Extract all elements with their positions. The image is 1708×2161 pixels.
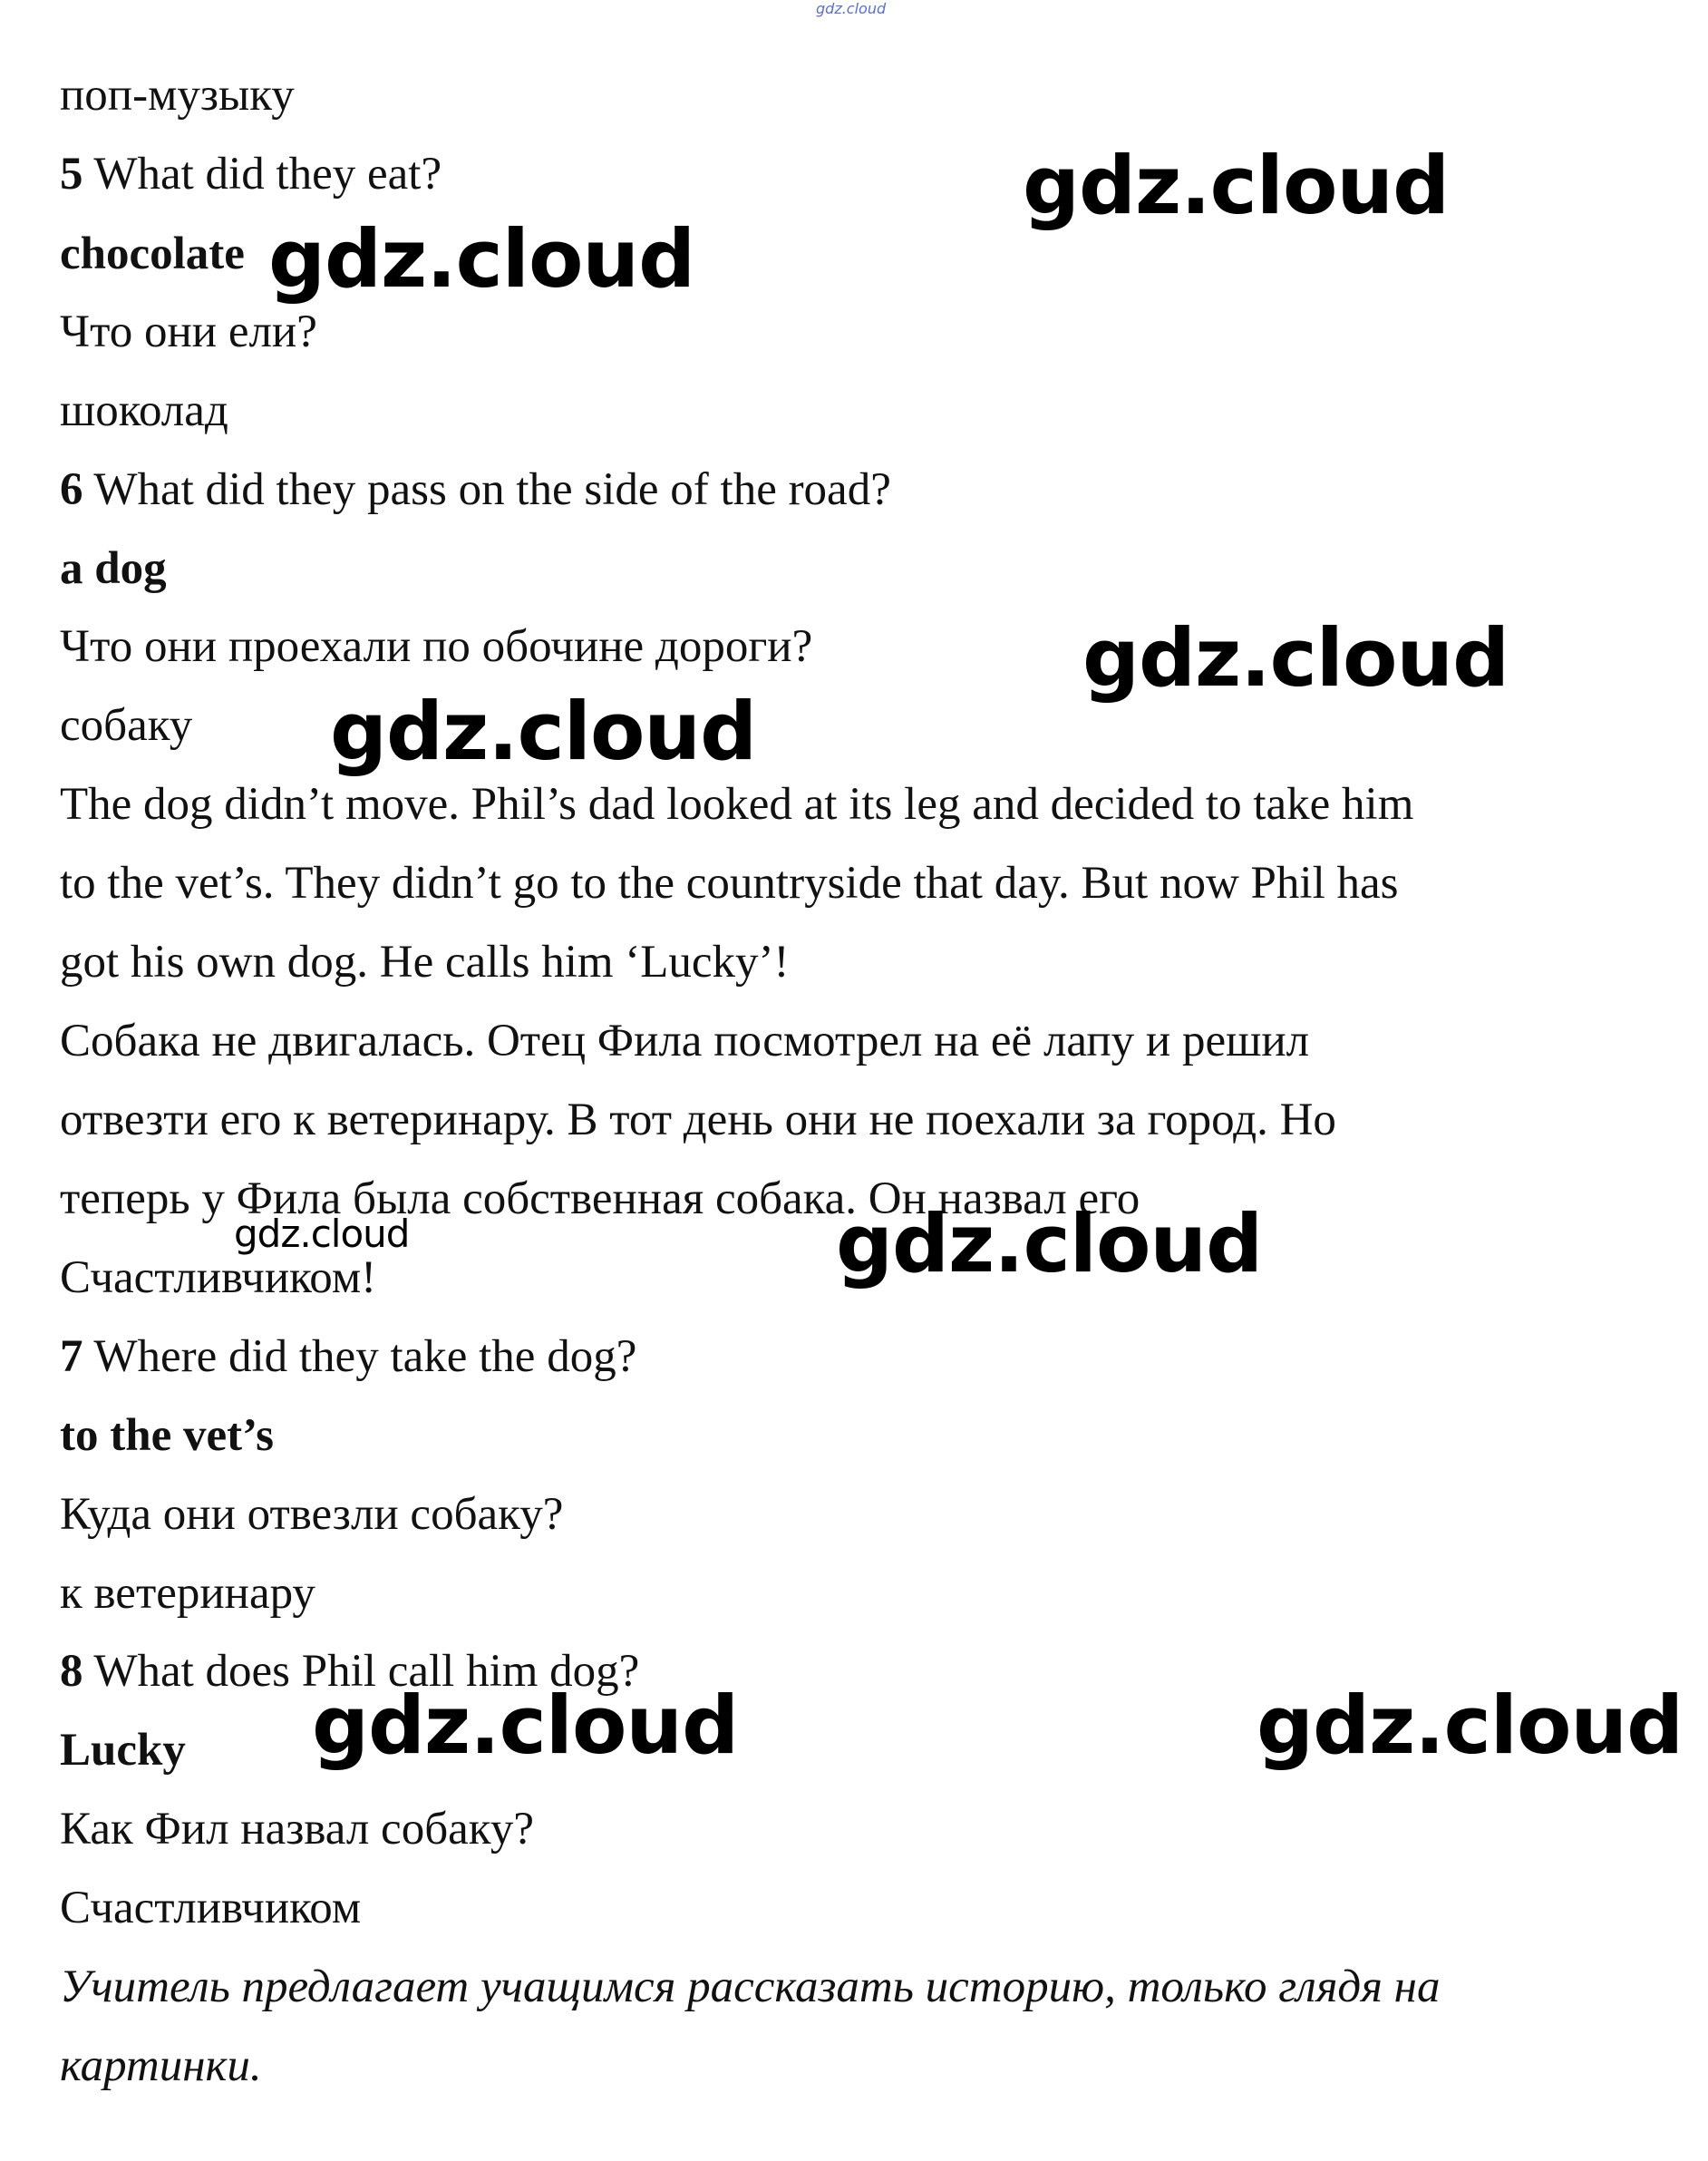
question-text: Where did they take the dog?: [82, 1331, 637, 1382]
question-7-ru: Куда они отвезли собаку?: [60, 1489, 564, 1540]
watermark: gdz.cloud: [234, 1212, 410, 1256]
watermark: gdz.cloud: [1082, 611, 1509, 705]
watermark: gdz.cloud: [1023, 139, 1450, 232]
answer-7-ru: к ветеринару: [60, 1568, 315, 1619]
paragraph-ru-line: отвезти его к ветеринару. В тот день они не поехали за город. Но: [60, 1095, 1336, 1145]
instruction-line: Учитель предлагает учащимся рассказать историю, только глядя на: [60, 1961, 1441, 2012]
question-text: What does Phil call him dog?: [82, 1646, 640, 1697]
answer-8: Lucky: [60, 1725, 186, 1776]
paragraph-en-line: to the vet’s. They didn’t go to the countryside that day. But now Phil has: [60, 858, 1399, 909]
watermark: gdz.cloud: [268, 212, 695, 306]
question-number: 6: [60, 464, 83, 515]
watermark: gdz.cloud: [836, 1197, 1263, 1290]
answer-5-ru: шоколад: [60, 385, 228, 436]
paragraph-en-line: got his own dog. He calls him ‘Lucky’!: [60, 937, 790, 988]
paragraph-ru-line: Собака не двигалась. Отец Фила посмотрел на её лапу и решил: [60, 1016, 1310, 1066]
answer-5: chocolate: [60, 229, 245, 279]
question-text: What did they eat?: [82, 149, 442, 200]
question-6-ru: Что они проехали по обочине дороги?: [60, 621, 813, 672]
paragraph-ru-line: теперь у Фила была собственная собака. Он назвал его: [60, 1173, 1140, 1224]
watermark: gdz.cloud: [312, 1679, 739, 1772]
answer-8-ru: Счастливчиком: [60, 1883, 362, 1933]
paragraph-ru-line: Счастливчиком!: [60, 1252, 377, 1303]
question-7: [60, 1329, 636, 1384]
question-5: [60, 147, 442, 201]
text-line: поп-музыку: [60, 70, 295, 121]
answer-7: to the vet’s: [60, 1410, 275, 1461]
answer-6: a dog: [60, 543, 167, 594]
question-6: [60, 462, 891, 517]
question-text: What did they pass on the side of the road?: [82, 464, 891, 515]
question-8-ru: Как Фил назвал собаку?: [60, 1804, 534, 1854]
instruction-line: картинки.: [60, 2040, 262, 2091]
answer-6-ru: собаку: [60, 700, 193, 751]
question-number: 5: [60, 149, 83, 200]
paragraph-en-line: The dog didn’t move. Phil’s dad looked at its leg and decided to take him: [60, 779, 1414, 830]
watermark: gdz.cloud: [330, 685, 757, 778]
watermark: gdz.cloud: [1257, 1679, 1684, 1772]
question-number: 8: [60, 1646, 83, 1697]
top-watermark: gdz.cloud: [816, 0, 887, 17]
question-5-ru: Что они ели?: [60, 307, 317, 357]
question-number: 7: [60, 1331, 83, 1382]
